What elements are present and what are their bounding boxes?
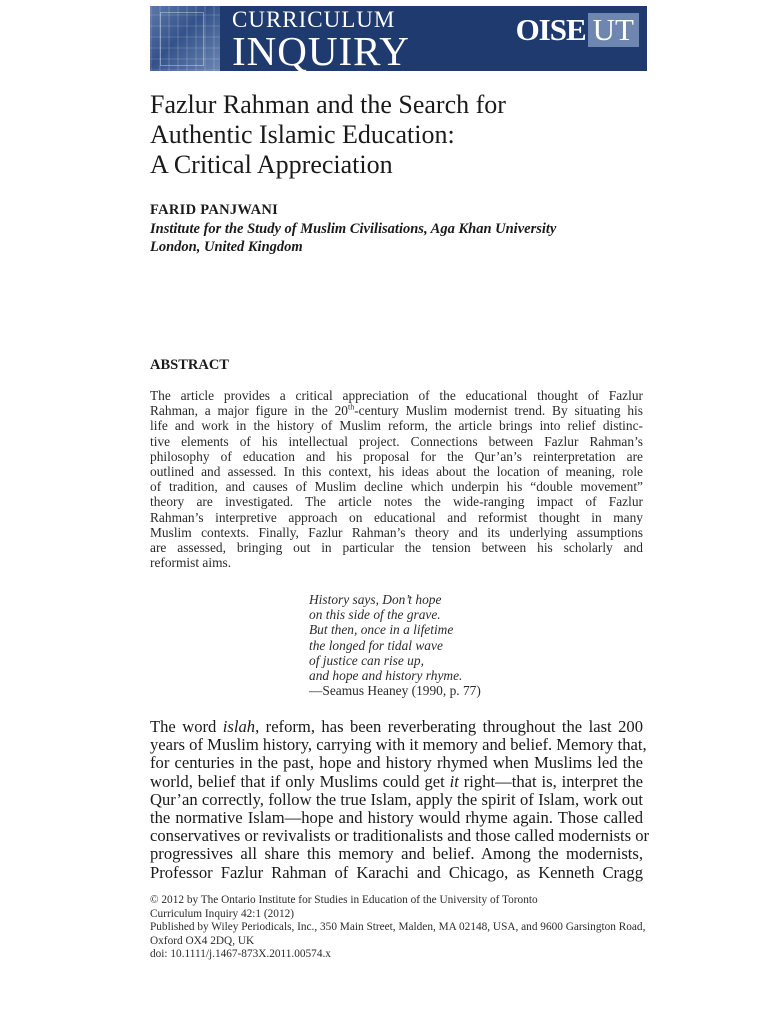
footnote-line: Curriculum Inquiry 42:1 (2012) xyxy=(150,907,295,920)
abstract-line: of tradition, and causes of Muslim decline which underpin his “double movement” xyxy=(150,479,643,495)
body-line: Qur’an correctly, follow the true Islam, apply the spirit of Islam, work out xyxy=(150,789,643,809)
affiliation-line: London, United Kingdom xyxy=(150,239,303,255)
footnote-line: © 2012 by The Ontario Institute for Studies in Education of the University of Toronto xyxy=(150,894,538,906)
epigraph-attribution: —Seamus Heaney (1990, p. 77) xyxy=(309,683,481,699)
body-text-fragment: world, belief that if only Muslims could get xyxy=(150,771,450,791)
journal-name-line1: CURRICULUM xyxy=(232,7,396,32)
body-line: the normative Islam—hope and history would rhyme again. Those called xyxy=(150,807,643,827)
title-line: Fazlur Rahman and the Search for xyxy=(150,90,506,119)
affiliation-line: Institute for the Study of Muslim Civilisations, Aga Khan University xyxy=(150,221,557,237)
abstract-line: Rahman, a major figure in the 20th-century Muslim modernist trend. By situating his xyxy=(150,402,643,419)
abstract-line: Rahman’s interpretive approach on educational and reformist thought in many xyxy=(150,509,643,525)
abstract-heading: ABSTRACT xyxy=(150,357,229,373)
emphasis-term: islah xyxy=(222,717,256,736)
footnote-line: Oxford OX4 2DQ, UK xyxy=(150,934,255,947)
epigraph-line: on this side of the grave. xyxy=(309,607,441,623)
journal-banner xyxy=(150,6,647,71)
body-line xyxy=(150,718,643,736)
abstract-line: are assessed, bringing out in particular the tension between his scholarly and xyxy=(150,539,643,555)
copyright-footnote xyxy=(150,894,646,962)
body-line xyxy=(150,773,643,791)
epigraph-line: and hope and history rhyme. xyxy=(309,668,463,684)
title-line: A Critical Appreciation xyxy=(150,150,393,179)
title-line: Authentic Islamic Education: xyxy=(150,120,455,149)
author-name: FARID PANJWANI xyxy=(150,202,279,218)
abstract-line: philosophy of education and his proposal for the Qur’an’s reinterpretation are xyxy=(150,448,643,464)
epigraph-line: But then, once in a lifetime xyxy=(309,622,454,638)
journal-name-line2: INQUIRY xyxy=(232,28,410,71)
body-line: conservatives or revivalists or traditionalists and those called modernists or xyxy=(150,826,650,846)
abstract-line: theory are investigated. The article notes the wide-ranging impact of Fazlur xyxy=(150,494,643,510)
epigraph-line: History says, Don’t hope xyxy=(309,592,442,607)
abstract-line: reformist aims. xyxy=(150,555,232,571)
journal-cover-art xyxy=(150,6,220,71)
epigraph-line: of justice can rise up, xyxy=(309,652,424,668)
body-text xyxy=(150,717,650,882)
body-line: years of Muslim history, carrying with it memory and belief. Memory that, xyxy=(150,735,647,755)
body-text-fragment: The word xyxy=(150,717,223,736)
abstract-line: Muslim contexts. Finally, Fazlur Rahman’s theory and its underlying assumptions xyxy=(150,524,643,540)
body-text-fragment: , reform, has been reverberating throughout the last 200 xyxy=(255,717,643,736)
epigraph-line: the longed for tidal wave xyxy=(309,637,443,653)
abstract-line: outlined and assessed. In this context, his ideas about the location of meaning, role xyxy=(150,463,643,479)
abstract-line: tive elements of his intellectual project. Connections between Fazlur Rahman’s xyxy=(150,433,643,449)
body-line: Professor Fazlur Rahman of Karachi and Chicago, as Kenneth Cragg xyxy=(150,862,643,882)
footnote-line: Published by Wiley Periodicals, Inc., 350 Main Street, Malden, MA 02148, USA, and 9600 Garsington Road, xyxy=(150,921,646,934)
emphasis-term: it xyxy=(449,771,459,791)
publisher-logo-text: OISE xyxy=(515,12,586,47)
body-text-fragment: right—that is, interpret the xyxy=(458,771,644,791)
body-line: progressives all share this memory and belief. Among the modernists, xyxy=(150,844,643,864)
footnote-line: doi: 10.1111/j.1467-873X.2011.00574.x xyxy=(150,948,331,961)
abstract-text xyxy=(150,388,643,570)
abstract-line: life and work in the history of Muslim reform, the article brings into relief distinc- xyxy=(150,418,643,434)
author-affiliation xyxy=(150,220,556,256)
body-line: for centuries in the past, hope and history rhymed when Muslims led the xyxy=(150,753,643,773)
publisher-logo-box: UT xyxy=(588,13,639,47)
publisher-logo xyxy=(516,12,639,48)
epigraph xyxy=(309,592,481,698)
article-title xyxy=(150,90,670,180)
abstract-line: The article provides a critical appreciation of the educational thought of Fazlur xyxy=(150,388,643,403)
